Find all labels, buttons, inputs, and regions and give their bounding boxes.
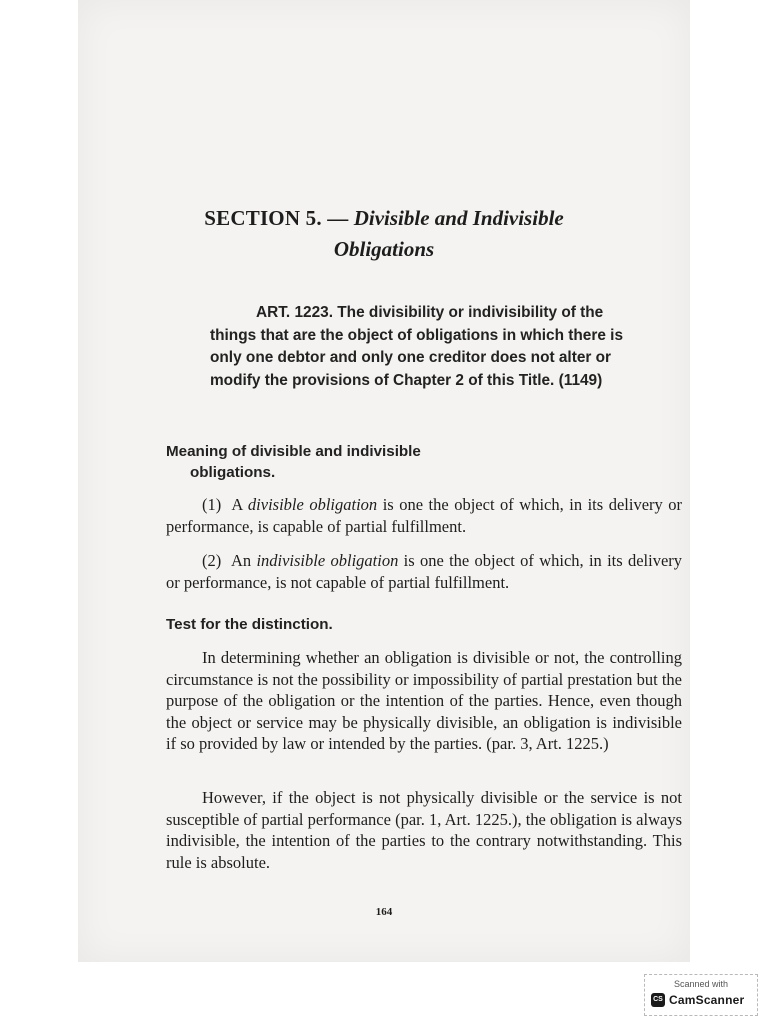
test-paragraph-1	[166, 647, 682, 755]
item2-pre: An	[230, 551, 252, 570]
scanned-with-label: Scanned with	[673, 979, 729, 989]
item1-term: divisible obligation	[247, 495, 378, 514]
page-number: 164	[375, 906, 393, 918]
section-title-text: Divisible and Indivisible	[353, 206, 564, 230]
section-title-line2: Obligations	[333, 237, 435, 261]
camscanner-watermark	[644, 974, 758, 1016]
item1-pre: A	[231, 495, 243, 514]
camscanner-brand: CamScanner	[669, 993, 745, 1007]
meaning-item-1	[166, 494, 682, 537]
item1-post: is one the object of which, in its delivery or performance, is capable of partial fulfillment.	[166, 495, 683, 536]
test-para1-text: In determining whether an obligation is divisible or not, the controlling circumstance is not the possibility or impossibility of partial prestation but the purpose of the obligation or the intention of the parties. Hence, even though the object or service may be physically divisible, an obligation is indivisible if so provided by law or intended by the parties. (par. 3, Art. 1225.)	[166, 648, 682, 753]
meaning-item-2	[166, 550, 682, 593]
section-label: SECTION 5. —	[204, 206, 349, 230]
meaning-heading-line1: Meaning of divisible and indivisible	[166, 443, 421, 460]
item2-post: is one the object of which, in its delivery or performance, is not capable of partial fulfillment.	[166, 551, 683, 592]
article-1223	[210, 302, 642, 392]
article-text: The divisibility or indivisibility of the things that are the object of obligations in which there is only one debtor and only one creditor does not alter or modify the provisions of Chapter 2 of this Title. (1149)	[210, 304, 624, 389]
test-para2-text: However, if the object is not physically divisible or the service is not susceptible of partial performance (par. 1, Art. 1225.), the obligation is always indivisible, the intention of the parties to the contrary notwithstanding. This rule is absolute.	[166, 788, 682, 872]
item2-term: indivisible obligation	[256, 551, 399, 570]
section-title-line1	[78, 203, 690, 234]
item1-number: (1)	[202, 495, 222, 514]
meaning-heading-line2: obligations.	[190, 464, 276, 481]
item2-number: (2)	[202, 551, 222, 570]
meaning-heading	[166, 441, 421, 483]
document-page	[78, 0, 690, 962]
section-title	[78, 203, 690, 265]
camscanner-logo-icon: CS	[651, 993, 665, 1007]
test-paragraph-2	[166, 787, 682, 873]
article-number: ART. 1223.	[256, 304, 333, 321]
test-heading: Test for the distinction.	[166, 616, 333, 633]
